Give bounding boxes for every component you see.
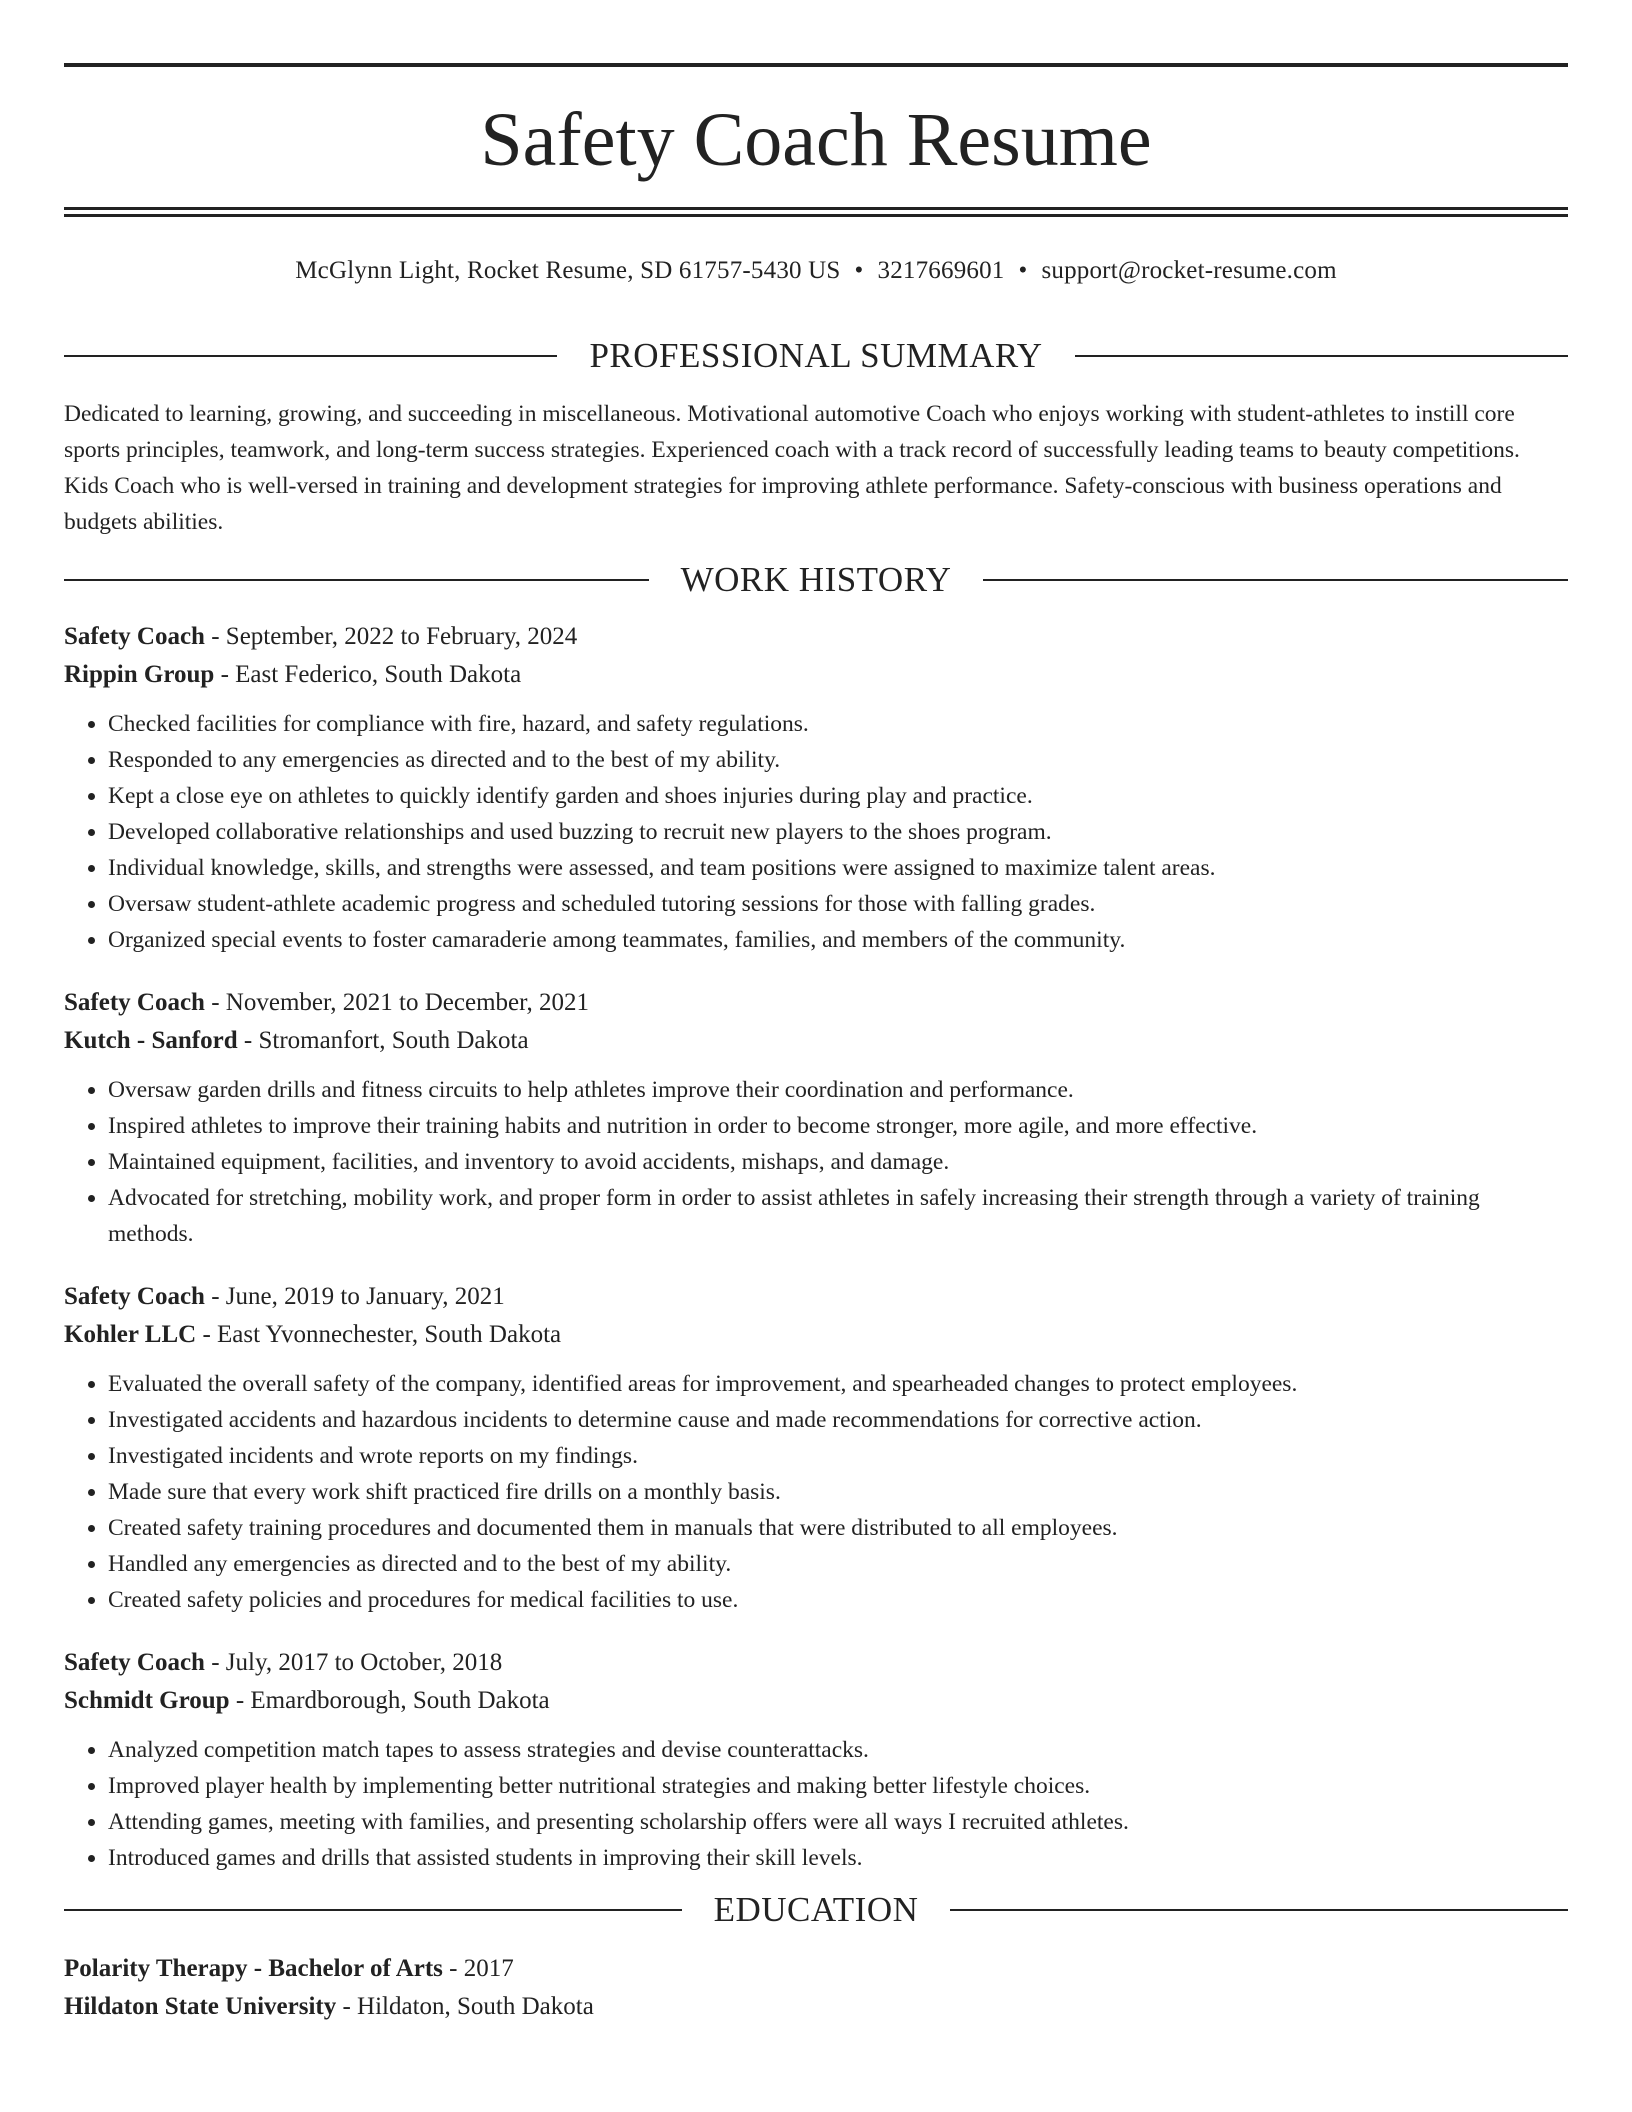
heading-rule-left: [64, 1909, 682, 1911]
heading-rule-left: [64, 579, 649, 581]
contact-separator: •: [1018, 257, 1028, 284]
job-bullet: • Developed collaborative relationships and used buzzing to recruit new players to the shoes program.: [108, 814, 1568, 850]
job-bullet: • Individual knowledge, skills, and strengths were assessed, and team positions were assigned to maximize talent areas.: [108, 850, 1568, 886]
education-school: Hildaton State University: [64, 1993, 337, 2020]
heading-rule-right: [983, 579, 1568, 581]
job-bullet: • Inspired athletes to improve their training habits and nutrition in order to become stronger, more agile, and more effective.: [108, 1108, 1568, 1144]
job-bullet: • Improved player health by implementing better nutritional strategies and making better lifestyle choices.: [108, 1768, 1568, 1804]
job-title: Safety Coach: [64, 623, 205, 650]
job-bullet: • Checked facilities for compliance with fire, hazard, and safety regulations.: [108, 706, 1568, 742]
job-company-line: [64, 1682, 1568, 1720]
job-company-line: [64, 1022, 1568, 1060]
job-company: Rippin Group: [64, 661, 215, 688]
job-title-line: [64, 984, 1568, 1022]
education-heading: [64, 1884, 1568, 1936]
job-entry: [64, 1644, 1568, 1876]
education-school-line: [64, 1988, 1568, 2026]
job-bullet: • Kept a close eye on athletes to quickly identify garden and shoes injuries during play and practice.: [108, 778, 1568, 814]
job-entry: [64, 618, 1568, 958]
job-company-line: [64, 1316, 1568, 1354]
title-double-rule: [64, 207, 1568, 217]
job-title-line: [64, 618, 1568, 656]
job-bullet: • Attending games, meeting with families, and presenting scholarship offers were all ways I recruited athletes.: [108, 1804, 1568, 1840]
job-bullets: [64, 1366, 1568, 1618]
heading-rule-right: [1075, 355, 1568, 357]
job-company: Schmidt Group: [64, 1687, 230, 1714]
job-bullet: • Investigated accidents and hazardous incidents to determine cause and made recommendations for corrective action.: [108, 1402, 1568, 1438]
education-location: - Hildaton, South Dakota: [336, 1993, 594, 2020]
job-bullet: • Introduced games and drills that assisted students in improving their skill levels.: [108, 1840, 1568, 1876]
contact-phone: 3217669601: [877, 257, 1005, 284]
education-entry: [64, 1950, 1568, 2026]
job-location: - Stromanfort, South Dakota: [237, 1027, 529, 1054]
heading-rule-right: [950, 1909, 1568, 1911]
summary-heading: [64, 330, 1568, 382]
job-location: - East Yvonnechester, South Dakota: [196, 1321, 562, 1348]
job-company: Kutch - Sanford: [64, 1027, 238, 1054]
job-title: Safety Coach: [64, 1649, 205, 1676]
job-bullet: • Created safety policies and procedures for medical facilities to use.: [108, 1582, 1568, 1618]
job-company: Kohler LLC: [64, 1321, 197, 1348]
job-title: Safety Coach: [64, 1283, 205, 1310]
job-dates: - November, 2021 to December, 2021: [204, 989, 589, 1016]
job-bullets: [64, 1732, 1568, 1876]
job-bullet: • Analyzed competition match tapes to assess strategies and devise counterattacks.: [108, 1732, 1568, 1768]
education-degree: Polarity Therapy - Bachelor of Arts: [64, 1955, 443, 1982]
job-bullet: • Made sure that every work shift practiced fire drills on a monthly basis.: [108, 1474, 1568, 1510]
job-bullet: • Created safety training procedures and documented them in manuals that were distributed to all employees.: [108, 1510, 1568, 1546]
job-bullet: • Maintained equipment, facilities, and inventory to avoid accidents, mishaps, and damage.: [108, 1144, 1568, 1180]
job-bullet: • Responded to any emergencies as directed and to the best of my ability.: [108, 742, 1568, 778]
contact-separator: •: [854, 257, 864, 284]
job-bullet: • Investigated incidents and wrote reports on my findings.: [108, 1438, 1568, 1474]
job-company-line: [64, 656, 1568, 694]
job-location: - East Federico, South Dakota: [214, 661, 522, 688]
job-dates: - September, 2022 to February, 2024: [204, 623, 578, 650]
job-bullets: [64, 1072, 1568, 1252]
job-bullet: • Evaluated the overall safety of the company, identified areas for improvement, and spearheaded changes to protect employees.: [108, 1366, 1568, 1402]
work-heading: [64, 554, 1568, 606]
education-year: - 2017: [442, 1955, 514, 1982]
job-entry: [64, 984, 1568, 1252]
resume-content: [64, 330, 1568, 2026]
job-entry: [64, 1278, 1568, 1618]
heading-rule-left: [64, 355, 557, 357]
education-degree-line: [64, 1950, 1568, 1988]
job-dates: - July, 2017 to October, 2018: [204, 1649, 503, 1676]
job-bullet: • Oversaw student-athlete academic progress and scheduled tutoring sessions for those with falling grades.: [108, 886, 1568, 922]
job-bullet: • Advocated for stretching, mobility work, and proper form in order to assist athletes in safely increasing their strength through a variety of training methods.: [108, 1180, 1568, 1252]
job-bullet: • Handled any emergencies as directed and to the best of my ability.: [108, 1546, 1568, 1582]
work-heading-label: WORK HISTORY: [680, 560, 952, 599]
top-rule: [64, 63, 1568, 67]
job-bullet: • Oversaw garden drills and fitness circuits to help athletes improve their coordination and performance.: [108, 1072, 1568, 1108]
education-heading-label: EDUCATION: [713, 1890, 919, 1929]
job-bullet: • Organized special events to foster camaraderie among teammates, families, and members of the community.: [108, 922, 1568, 958]
job-dates: - June, 2019 to January, 2021: [204, 1283, 505, 1310]
contact-address: McGlynn Light, Rocket Resume, SD 61757-5430 US: [295, 257, 841, 284]
job-bullets: [64, 706, 1568, 958]
contact-email: support@rocket-resume.com: [1041, 257, 1337, 284]
work-list: [64, 618, 1568, 1876]
job-title-line: [64, 1644, 1568, 1682]
job-title: Safety Coach: [64, 989, 205, 1016]
resume-title: Safety Coach Resume: [480, 98, 1152, 182]
job-title-line: [64, 1278, 1568, 1316]
contact-line: [64, 254, 1568, 288]
summary-text: Dedicated to learning, growing, and succeeding in miscellaneous. Motivational automotive Coach who enjoys working with student-athletes to instill core sports principles, teamwork, and long-term success strategies. Experienced coach with a track record of successfully leading teams to beauty competitions. Kids Coach who is well-versed in training and development strategies for improving athlete performance. Safety-conscious with business operations and budgets abilities.: [64, 401, 1520, 535]
summary-heading-label: PROFESSIONAL SUMMARY: [589, 336, 1043, 375]
job-location: - Emardborough, South Dakota: [229, 1687, 550, 1714]
